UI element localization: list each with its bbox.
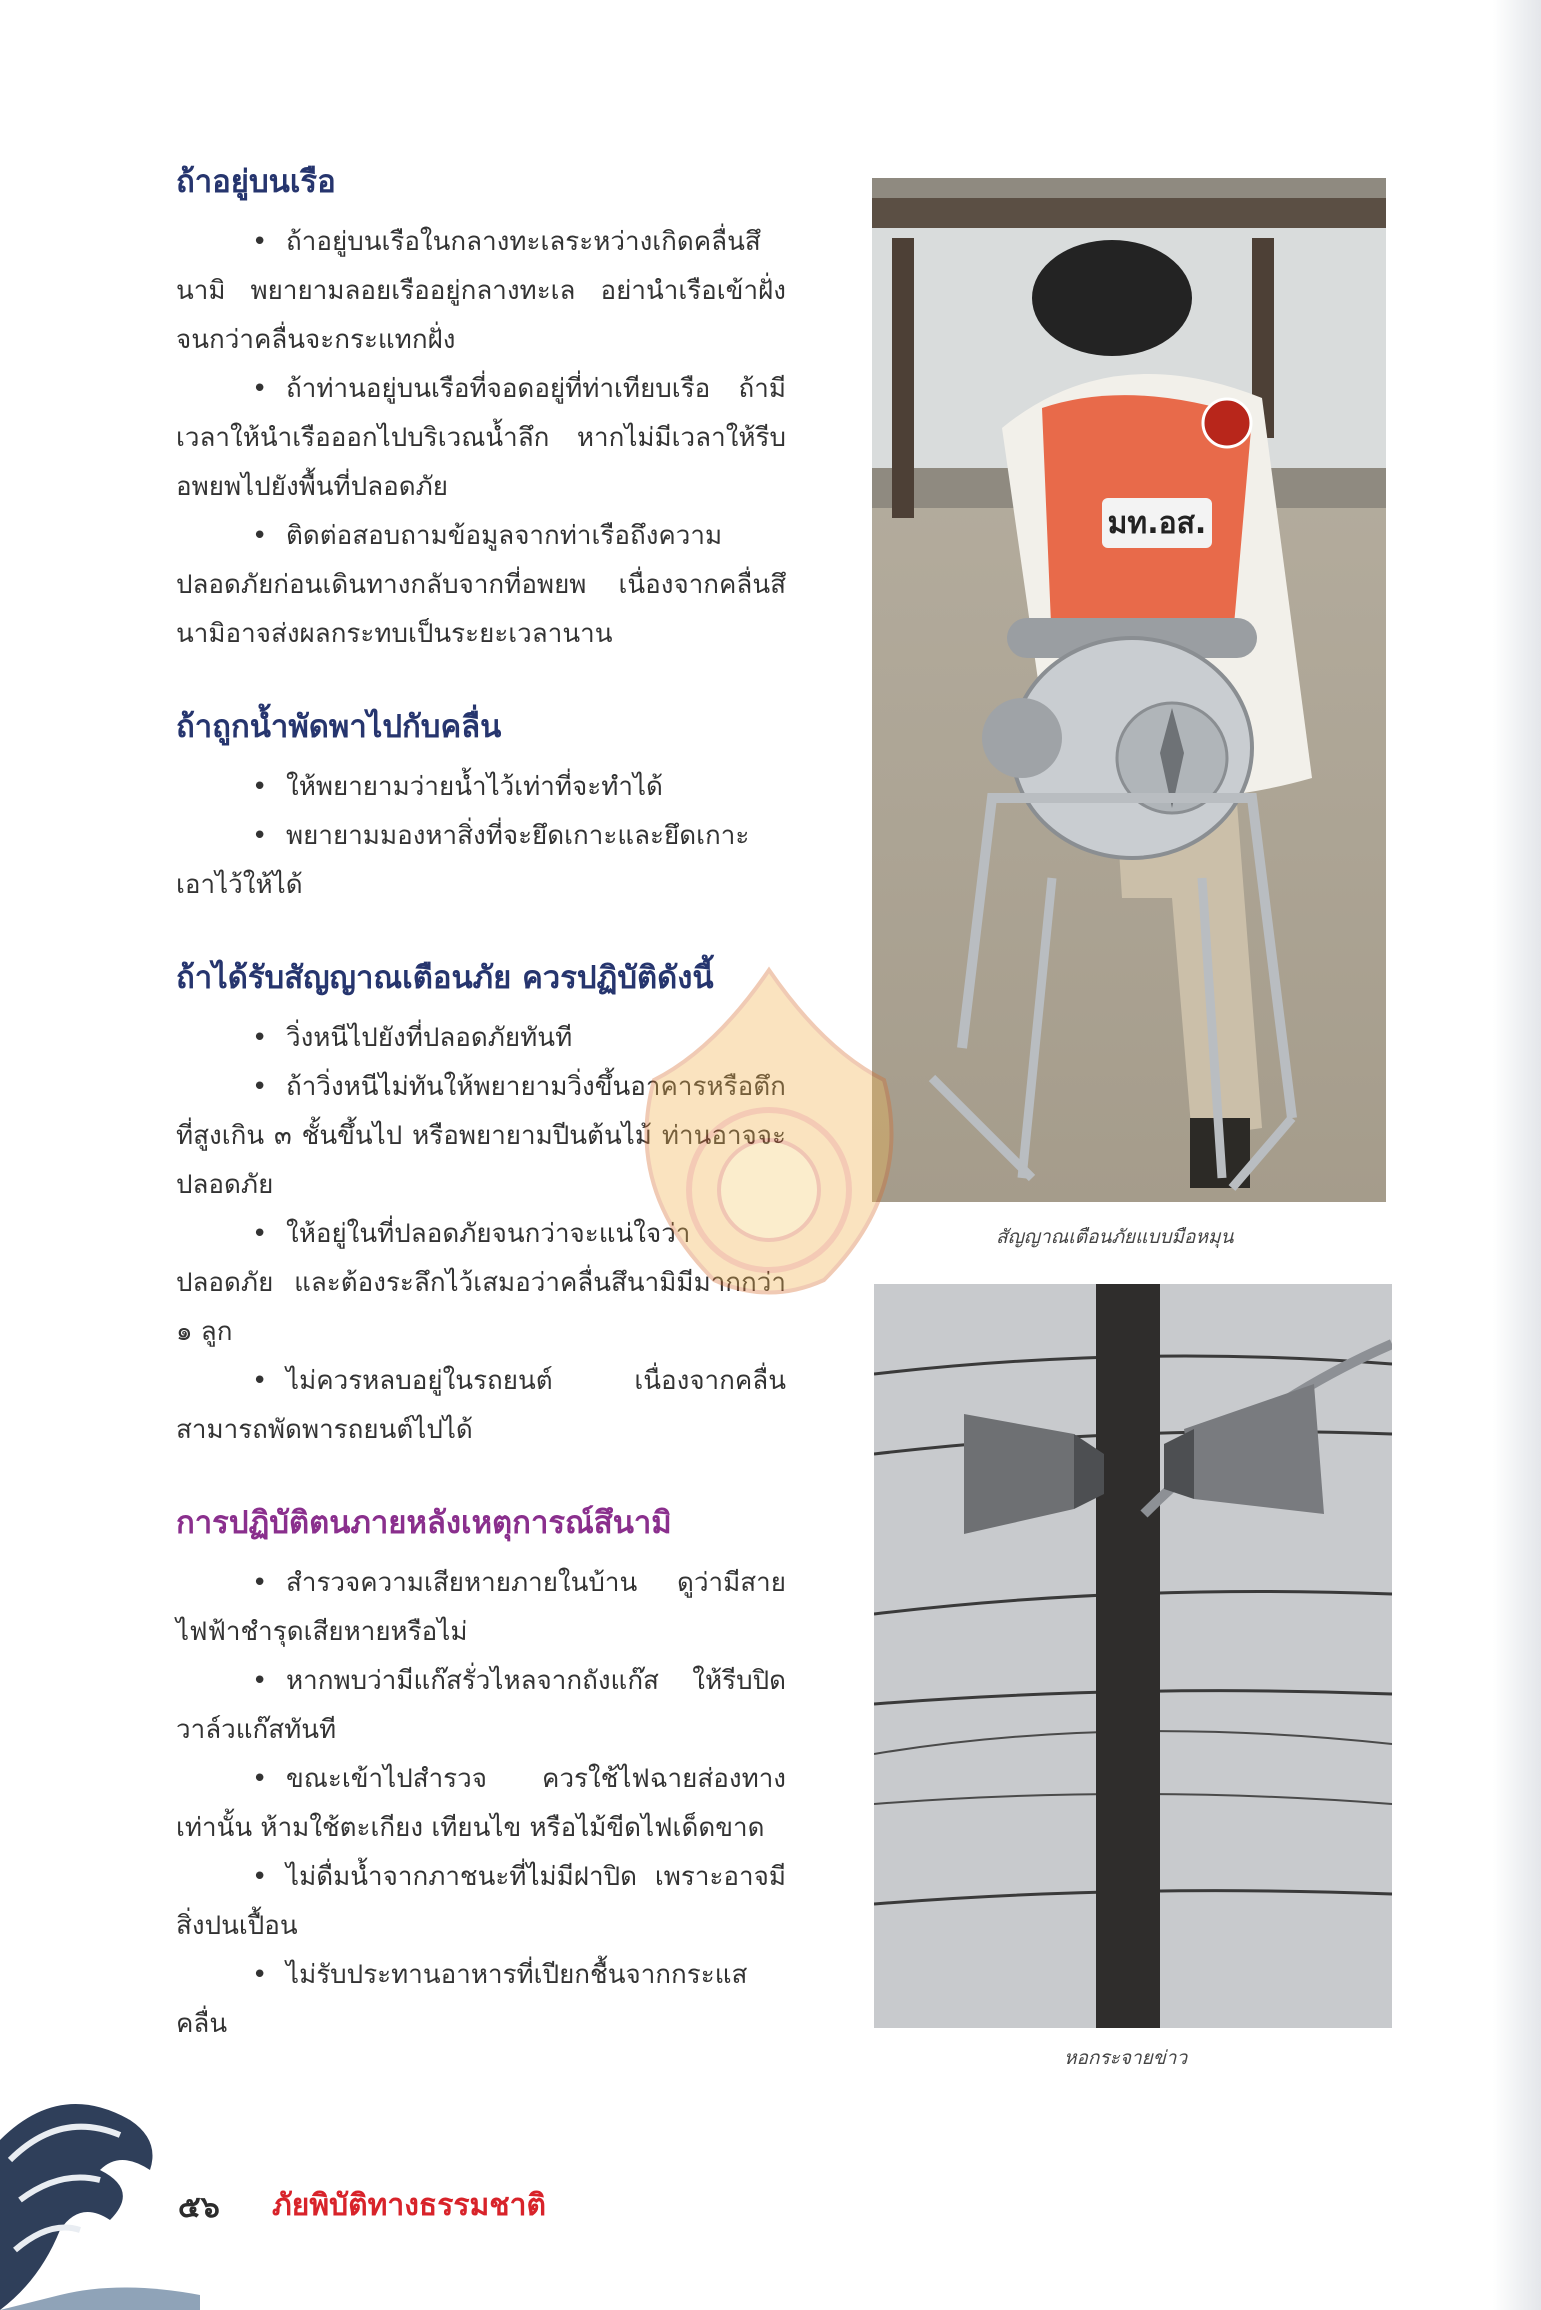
bullet-icon: • <box>252 1072 268 1102</box>
pole-illustration <box>874 1284 1392 2028</box>
siren-illustration <box>872 178 1386 1202</box>
section-heading: การปฏิบัติตนภายหลังเหตุการณ์สึนามิ <box>176 1505 672 1541</box>
bullet-icon: • <box>252 772 268 802</box>
section-after-tsunami <box>176 1501 786 2049</box>
bullet-paragraph: • ขณะเข้าไปสำรวจ ควรใช้ไฟฉายส่องทางเท่านั้น ห้ามใช้ตะเกียง เทียนไข หรือไม้ขีดไฟเด็ดขาด <box>176 1755 786 1853</box>
bullet-paragraph: • ถ้าท่านอยู่บนเรือที่จอดอยู่ที่ท่าเทียบเรือ ถ้ามีเวลาให้นำเรือออกไปบริเวณน้ำลึก หากไม่มีเวลาให้รีบอพยพไปยังพื้นที่ปลอดภัย <box>176 365 786 512</box>
bullet-paragraph: • ไม่รับประทานอาหารที่เปียกชื้นจากกระแสคลื่น <box>176 1951 786 2049</box>
photo-caption: สัญญาณเตือนภัยแบบมือหมุน <box>996 1226 1234 1248</box>
bullet-icon: • <box>252 1023 268 1053</box>
bullet-paragraph: • ให้พยายามว่ายน้ำไว้เท่าที่จะทำได้ <box>176 763 786 812</box>
bullet-paragraph: • วิ่งหนีไปยังที่ปลอดภัยทันที <box>176 1014 786 1063</box>
seal-watermark-icon <box>624 960 914 1310</box>
section-heading: ถ้าได้รับสัญญาณเตือนภัย ควรปฏิบัติดังนี้ <box>176 960 714 996</box>
photo-caption: หอกระจายข่าว <box>1064 2047 1188 2069</box>
bullet-paragraph: • ติดต่อสอบถามข้อมูลจากท่าเรือถึงความปลอดภัยก่อนเดินทางกลับจากที่อพยพ เนื่องจากคลื่นสึนามิอาจส่งผลกระทบเป็นระยะเวลานาน <box>176 512 786 659</box>
section-on-boat <box>176 160 786 659</box>
section-heading: ถ้าถูกน้ำพัดพาไปกับคลื่น <box>176 709 502 745</box>
bullet-paragraph: • สำรวจความเสียหายภายในบ้าน ดูว่ามีสายไฟฟ้าชำรุดเสียหายหรือไม่ <box>176 1559 786 1657</box>
bullet-paragraph: • พยายามมองหาสิ่งที่จะยึดเกาะและยึดเกาะเอาไว้ให้ได้ <box>176 812 786 910</box>
bullet-icon: • <box>252 1764 268 1794</box>
section-swept-away <box>176 705 786 910</box>
bullet-icon: • <box>252 1960 268 1990</box>
bullet-paragraph: • ไม่ควรหลบอยู่ในรถยนต์ เนื่องจากคลื่นสามารถพัดพารถยนต์ไปได้ <box>176 1357 786 1455</box>
bullet-icon: • <box>252 227 268 257</box>
bullet-paragraph: • ถ้าวิ่งหนีไม่ทันให้พยายามวิ่งขึ้นอาคารหรือตึกที่สูงเกิน ๓ ชั้นขึ้นไป หรือพยายามปีนต้นไม้ ท่านอาจจะปลอดภัย <box>176 1063 786 1210</box>
bullet-icon: • <box>252 1862 268 1892</box>
bullet-icon: • <box>252 374 268 404</box>
bullet-icon: • <box>252 1219 268 1249</box>
bullet-icon: • <box>252 821 268 851</box>
wave-decoration-icon <box>0 2080 200 2310</box>
bullet-paragraph: • ไม่ดื่มน้ำจากภาชนะที่ไม่มีฝาปิด เพราะอาจมีสิ่งปนเปื้อน <box>176 1853 786 1951</box>
bullet-paragraph: • ถ้าอยู่บนเรือในกลางทะเลระหว่างเกิดคลื่นสึนามิ พยายามลอยเรืออยู่กลางทะเล อย่านำเรือเข้าฝั่งจนกว่าคลื่นจะกระแทกฝั่ง <box>176 218 786 365</box>
bullet-icon: • <box>252 1366 268 1396</box>
loudspeaker-tower-photo <box>874 1284 1392 2028</box>
page-number: ๕๖ <box>178 2190 220 2225</box>
bullet-icon: • <box>252 1568 268 1598</box>
bullet-icon: • <box>252 521 268 551</box>
bullet-icon: • <box>252 1666 268 1696</box>
vest-label: มท.อส. <box>1107 506 1207 541</box>
hand-crank-siren-photo <box>872 178 1386 1202</box>
bullet-paragraph: • หากพบว่ามีแก๊สรั่วไหลจากถังแก๊ส ให้รีบปิดวาล์วแก๊สทันที <box>176 1657 786 1755</box>
bullet-paragraph: • ให้อยู่ในที่ปลอดภัยจนกว่าจะแน่ใจว่าปลอดภัย และต้องระลึกไว้เสมอว่าคลื่นสึนามิมีมากกว่า ๑ ลูก <box>176 1210 786 1357</box>
section-heading: ถ้าอยู่บนเรือ <box>176 164 336 200</box>
page-edge-shadow <box>1493 0 1541 2310</box>
book-title: ภัยพิบัติทางธรรมชาติ <box>272 2188 546 2223</box>
